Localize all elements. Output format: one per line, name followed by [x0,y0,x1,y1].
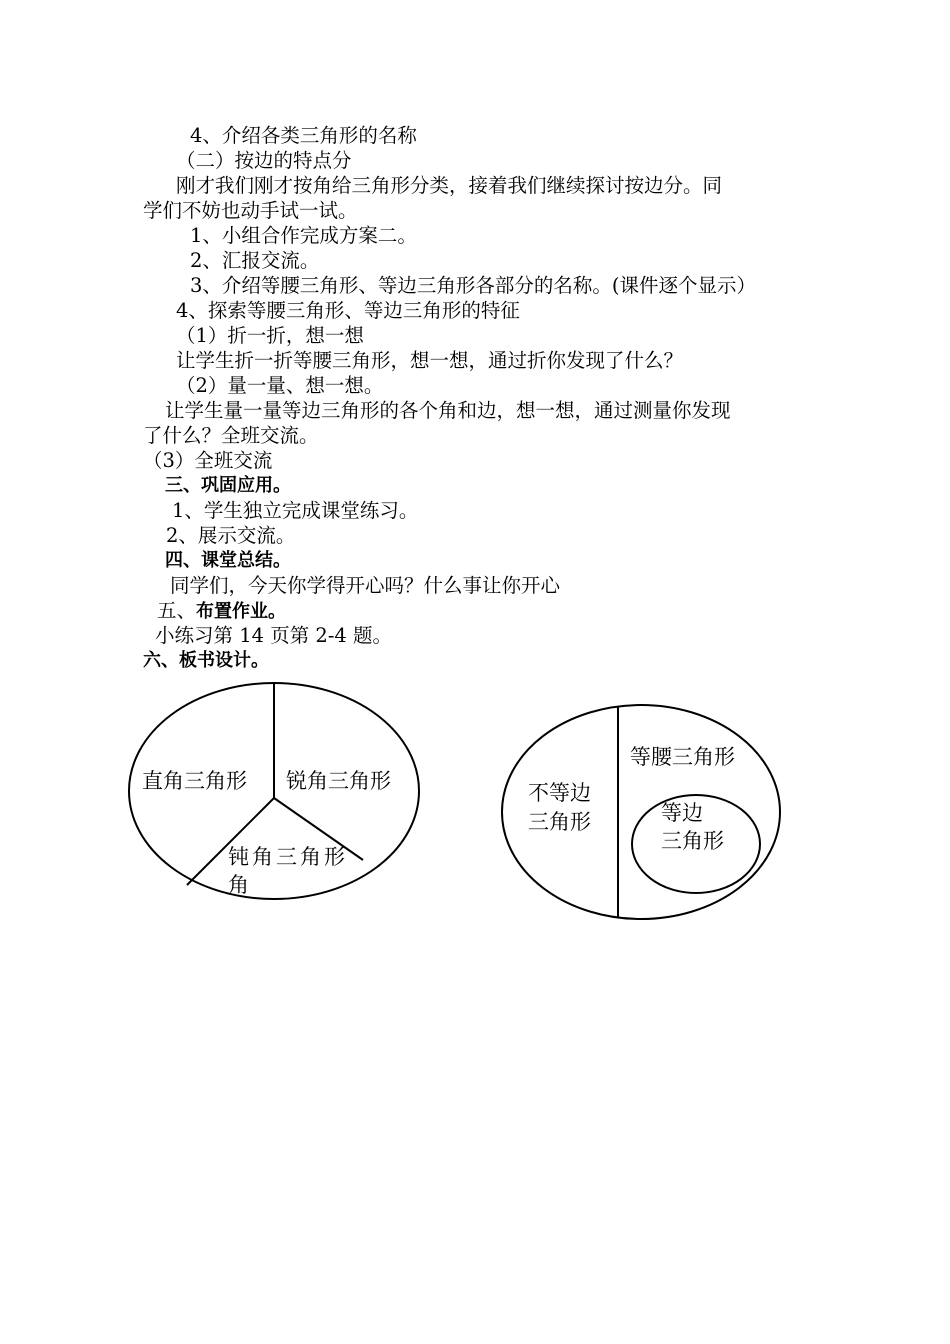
paragraph-line-1: 刚才我们刚才按角给三角形分类，接着我们继续探讨按边分。同 [176,174,723,197]
angle-classification-diagram [129,683,419,899]
label-isosceles: 等腰三角形 [630,745,735,769]
label-equilateral-line1: 等边 [661,801,703,825]
section-6-heading: 六、板书设计。 [143,650,269,671]
section-4-text: 同学们，今天你学得开心吗？什么事让你开心 [170,574,561,597]
section-3-item-2: 2、展示交流。 [166,524,296,547]
section-by-sides-heading: （二）按边的特点分 [176,149,352,172]
section-4-heading: 四、课堂总结。 [165,550,291,571]
sub-1-text: 让学生折一折等腰三角形，想一想，通过折你发现了什么？ [176,349,684,372]
sub-2-text-line-2: 了什么？全班交流。 [143,424,319,447]
label-equilateral-line2: 三角形 [661,829,724,853]
section-3-heading: 三、巩固应用。 [165,475,291,496]
section-3-item-1: 1、学生独立完成课堂练习。 [172,499,419,522]
section-5-text: 小练习第 14 页第 2-4 题。 [155,624,393,647]
step-4b-text: 4、探索等腰三角形、等边三角形的特征 [176,299,520,322]
label-right-triangle: 直角三角形 [142,769,247,793]
step-2-text: 2、汇报交流。 [190,249,320,272]
sub-2-text-line-1: 让学生量一量等边三角形的各个角和边，想一想，通过测量你发现 [165,399,731,422]
label-acute-triangle: 锐角三角形 [286,769,391,793]
label-obtuse-triangle-line2: 角 [228,873,249,897]
sub-2-heading: （2）量一量、想一想。 [176,374,384,397]
label-scalene-line1: 不等边 [528,781,591,805]
step-4-text: 4、介绍各类三角形的名称 [190,124,417,147]
side-classification-diagram [502,705,780,919]
step-3-text: 3、介绍等腰三角形、等边三角形各部分的名称。(课件逐个显示） [190,274,757,297]
paragraph-line-2: 学们不妨也动手试一试。 [143,199,358,222]
label-scalene-line2: 三角形 [528,810,591,834]
section-5-number: 五、 [157,599,197,622]
step-1-text: 1、小组合作完成方案二。 [190,224,417,247]
section-5-title: 布置作业。 [196,601,287,622]
sub-1-heading: （1）折一折，想一想 [176,324,364,347]
sub-3-heading: （3）全班交流 [143,449,273,472]
label-obtuse-triangle: 钝角三角形 [228,845,348,869]
divider-left [187,798,274,885]
